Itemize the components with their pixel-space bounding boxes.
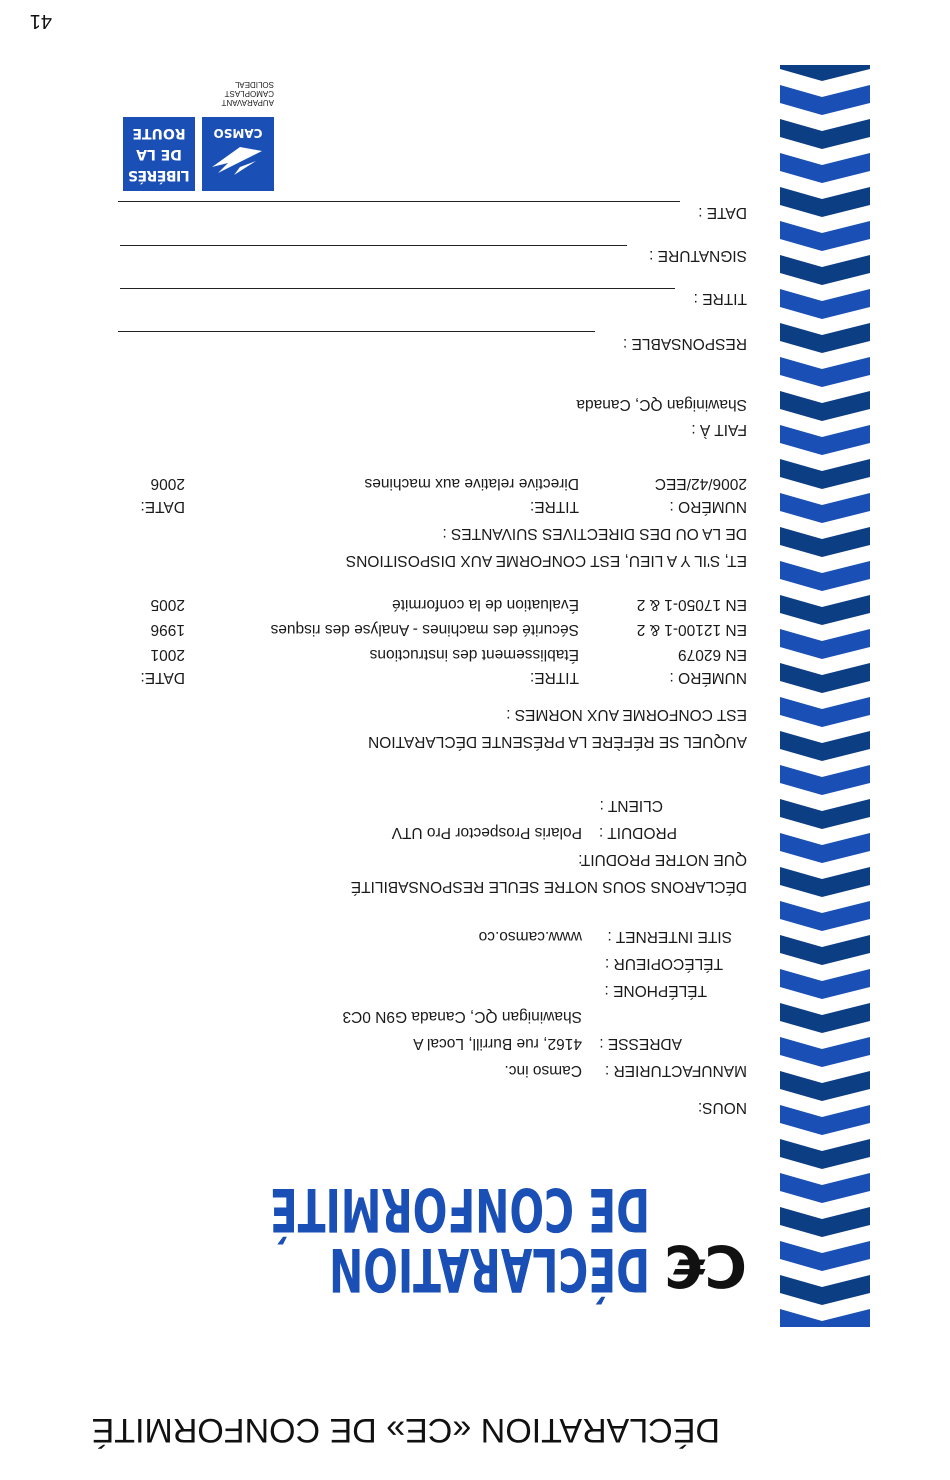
liberes-line2: DE LA (136, 146, 182, 162)
site-value: www.camso.co (478, 928, 582, 945)
address-label: ADRESSE : (599, 1035, 682, 1052)
directives-header-date: DATE: (140, 498, 185, 515)
chevron-band-decoration (780, 65, 870, 1327)
formerly-line1: AUPARAVANT (221, 98, 274, 107)
liberes-line1: LIBÉRÉS (128, 167, 190, 183)
nous-label: NOUS: (697, 1099, 747, 1116)
camso-logo-text: CAMSO (213, 126, 263, 140)
ce-mark: C€ (664, 1232, 747, 1300)
directives-header-titre: TITRE: (529, 498, 579, 515)
normes-date: 2005 (150, 596, 185, 613)
normes-intro1: AUQUEL SE RÉFÈRE LA PRÉSENTE DÉCLARATION (368, 733, 747, 750)
normes-intro2: EST CONFORME AUX NORMES : (506, 706, 747, 723)
normes-header-date: DATE: (140, 669, 185, 686)
normes-titre: Évaluation de la conformité (392, 596, 579, 613)
formerly-line2: CAMOPLAST (224, 89, 274, 98)
liberes-line3: ROUTE (132, 125, 186, 141)
formerly-line3: SOLIDEAL (234, 80, 274, 89)
client-label: CLIENT : (599, 797, 663, 814)
normes-header-numero: NUMÉRO : (669, 669, 747, 686)
normes-titre: Établissement des instructions (369, 646, 579, 663)
normes-titre: Sécurité des machines - Analyse des risques (270, 621, 579, 638)
site-label: SITE INTERNET : (607, 928, 732, 945)
normes-date: 2001 (150, 646, 185, 663)
telephone-label: TÉLÉPHONE : (604, 982, 707, 999)
signature-label: SIGNATURE : (649, 247, 747, 264)
titre-label: TITRE : (693, 290, 747, 307)
normes-date: 1996 (150, 621, 185, 638)
directives-intro2: DE LA OU DES DIRECTIVES SUIVANTES : (442, 525, 747, 542)
address-line1: 4162, rue Burrill, Local A (413, 1035, 582, 1052)
directives-numero: 2006/42/EEC (654, 475, 747, 492)
directives-titre: Directive relative aux machines (364, 475, 579, 492)
declaration-line1: DÉCLARONS SOUS NOTRE SEULE RESPONSABILITÉ (350, 878, 747, 895)
responsable-label: RESPONSABLE : (622, 335, 747, 352)
manufacturer-value: Camso inc. (504, 1062, 582, 1079)
title-line-declaration: DÉCLARATION (329, 1234, 650, 1304)
camso-logo (202, 117, 274, 191)
date-line (118, 201, 680, 202)
directives-date: 2006 (150, 475, 185, 492)
manufacturer-label: MANUFACTURIER : (604, 1062, 747, 1079)
normes-numero: EN 17050-1 & 2 (636, 596, 747, 613)
directives-header-numero: NUMÉRO : (669, 498, 747, 515)
title-line-conformite: DE CONFORMITÉ (269, 1174, 650, 1244)
directives-intro1: ET, S'IL Y A LIEU, EST CONFORME AUX DISPOSITIONS (345, 552, 747, 569)
normes-header-titre: TITRE: (529, 669, 579, 686)
declaration-line2: QUE NOTRE PRODUIT: (578, 851, 747, 868)
telecopieur-label: TÉLÉCOPIEUR : (605, 955, 723, 972)
produit-label: PRODUIT : (598, 824, 677, 841)
produit-value: Polaris Prospector Pro UTV (391, 824, 582, 841)
titre-line (120, 288, 675, 289)
date-label: DATE : (698, 204, 747, 221)
responsable-line (118, 331, 595, 332)
camso-bird-icon (202, 139, 274, 191)
address-line2: Shawinigan QC, Canada G9N 0C3 (342, 1008, 582, 1025)
signature-line (120, 245, 627, 246)
normes-numero: EN 62079 (678, 646, 747, 663)
normes-numero: EN 12100-1 & 2 (636, 621, 747, 638)
page-title: DÉCLARATION «CE» DE CONFORMITÉ (91, 1411, 720, 1449)
page-number: 41 (29, 10, 52, 32)
fait-value: Shawinigan QC, Canada (576, 396, 747, 413)
fait-label: FAIT À : (691, 421, 747, 438)
liberes-de-la-route-logo (123, 117, 195, 191)
